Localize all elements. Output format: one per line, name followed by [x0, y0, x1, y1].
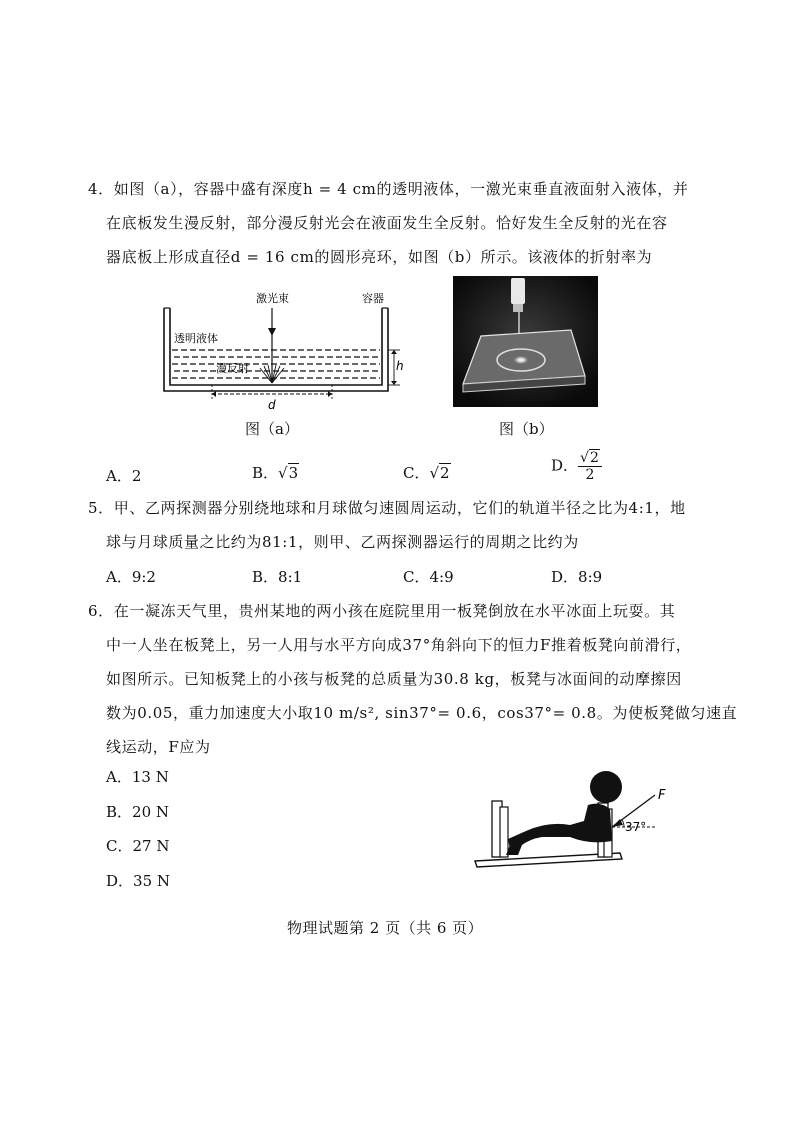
diffuse-label: 漫反射: [216, 362, 249, 375]
q6-option-c[interactable]: C．27 N: [106, 837, 170, 855]
figure-b-caption: 图（b）: [499, 420, 554, 438]
q6-text-line4: 数为0.05，重力加速度大小取10 m/s², sin37°= 0.6，cos37°= 0.8。为使板凳做匀速直: [106, 704, 738, 722]
q4-option-d-prefix: D．: [551, 456, 579, 475]
q5-option-a[interactable]: A．9:2: [106, 568, 156, 586]
q5-option-c[interactable]: C．4:9: [403, 568, 454, 586]
q5-text-line1: 5．甲、乙两探测器分别绕地球和月球做匀速圆周运动，它们的轨道半径之比为4:1，地: [88, 499, 686, 517]
q6-option-b[interactable]: B．20 N: [106, 803, 170, 821]
q6-text-line2: 中一人坐在板凳上，另一人用与水平方向成37°角斜向下的恒力F推着板凳向前滑行，: [106, 636, 692, 654]
q4-option-c-prefix: C．: [403, 464, 430, 482]
q5-option-d[interactable]: D．8:9: [551, 568, 603, 586]
d-label: d: [268, 398, 276, 412]
q6-text-line3: 如图所示。已知板凳上的小孩与板凳的总质量为30.8 kg，板凳与冰面间的动摩擦因: [106, 670, 682, 688]
fraction: $\frac{√2}{2}$: [578, 450, 602, 483]
q4-text-line2: 在底板发生漫反射，部分漫反射光会在液面发生全反射。恰好发生全反射的光在容: [106, 214, 668, 232]
h-label: h: [396, 359, 404, 373]
force-label: F: [658, 788, 666, 803]
q4-option-d[interactable]: [551, 450, 602, 483]
q6-text-line1: 6．在一凝冻天气里，贵州某地的两小孩在庭院里用一板凳倒放在水平冰面上玩耍。其: [88, 602, 676, 620]
container-label: 容器: [362, 292, 384, 305]
q6-option-d[interactable]: D．35 N: [106, 872, 171, 890]
angle-label: 37°: [625, 820, 647, 834]
figure-b-photo: [453, 276, 598, 407]
q4-text-line3: 器底板上形成直径d = 16 cm的圆形亮环，如图（b）所示。该液体的折射率为: [106, 248, 653, 266]
q6-text-line5: 线运动，F应为: [106, 738, 211, 756]
q6-option-a[interactable]: A．13 N: [106, 768, 169, 786]
q4-option-b-radicand: 3: [288, 464, 299, 482]
q4-option-c[interactable]: [403, 462, 451, 483]
q4-option-b-prefix: B．: [252, 464, 279, 482]
q5-option-b[interactable]: B．8:1: [252, 568, 303, 586]
sqrt-symbol: √2: [429, 464, 450, 482]
laser-label: 激光束: [256, 292, 289, 305]
figure-a-caption: 图（a）: [245, 420, 299, 438]
q4-option-d-denominator: 2: [585, 467, 595, 483]
q5-text-line2: 球与月球质量之比约为81:1，则甲、乙两探测器运行的周期之比约为: [106, 533, 579, 551]
q4-text-line1: 4．如图（a），容器中盛有深度h = 4 cm的透明液体，一激光束垂直液面射入液体，并: [88, 180, 689, 198]
figure-bench-diagram: [470, 765, 670, 875]
page-footer: 物理试题第 2 页（共 6 页）: [287, 919, 484, 937]
q4-option-c-radicand: 2: [440, 464, 450, 482]
q4-option-d-numerator: 2: [589, 450, 599, 466]
q4-option-a[interactable]: A．2: [106, 467, 142, 485]
figure-a-container-diagram: [160, 288, 410, 413]
q4-option-b[interactable]: [252, 462, 299, 483]
sqrt-symbol: √3: [278, 464, 299, 482]
liquid-label: 透明液体: [174, 332, 218, 345]
